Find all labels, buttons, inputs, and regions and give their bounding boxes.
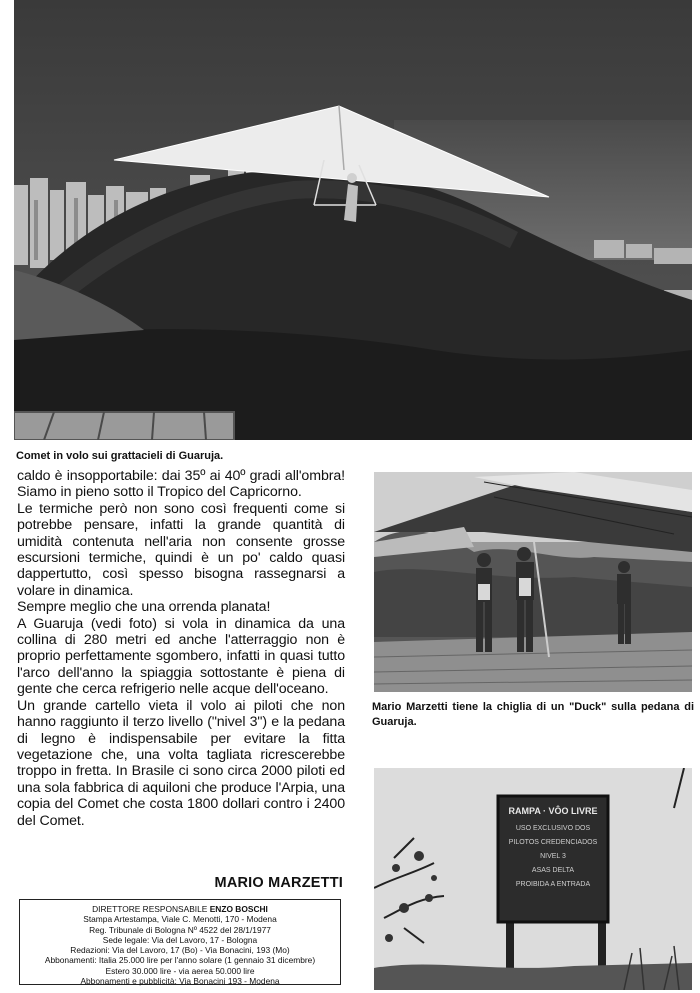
imprint-director-name: ENZO BOSCHI [209, 904, 268, 914]
warning-sign-photo [374, 768, 692, 990]
imprint-box [19, 899, 341, 985]
imprint-line: Abbonamenti: Italia 25.000 lire per l'anno solare (1 gennaio 31 dicembre) [44, 955, 316, 966]
imprint-line: Abbonamenti e pubblicità: Via Bonacini 193 - Modena [80, 976, 280, 987]
article-body [17, 468, 345, 829]
imprint-line: Stampa Artestampa, Viale C. Menotti, 170 - Modena [83, 914, 277, 925]
imprint-director-label: DIRETTORE RESPONSABILE [92, 904, 208, 914]
main-photo [14, 0, 692, 440]
sign-line: PILOTOS CREDENCIADOS [508, 839, 598, 846]
sign-line: PROIBIDA A ENTRADA [515, 881, 591, 888]
article-paragraph: Le termiche però non sono così frequenti come si potrebbe pensare, infatti la grande quantità di umidità contenuta nell'aria non consente grosse escursioni termiche, quindi è un po' caldo quasi dappertutto, così spesso bisogna rassegnarsi a volare in dinamica. [17, 500, 345, 599]
sign-title: RAMPA · VÔO LIVRE [508, 806, 598, 816]
platform-photo-caption: Mario Marzetti tiene la chiglia di un "Duck" sulla pedana di Guaruja. [372, 701, 694, 728]
sign-line: USO EXCLUSIVO DOS [515, 825, 591, 832]
platform-photo [374, 472, 692, 692]
imprint-line: Sede legale: Via del Lavoro, 17 - Bologna [102, 934, 258, 945]
imprint-line: Estero 30.000 lire - via aerea 50.000 lire [105, 965, 255, 976]
article-paragraph: A Guaruja (vedi foto) si vola in dinamica da una collina di 280 metri ed anche l'atterraggio non è proprio perfettamente sgombero, infatti in quasi tutto l'arco dell'anno la spiaggia sottostante è piena di gente che cerca refrigerio nelle acque dell'oceano. [17, 615, 345, 698]
article-paragraph: caldo è insopportabile: dai 35º ai 40º gradi all'ombra! Siamo in pieno sotto il Tropico del Capricorno. [17, 468, 345, 501]
sign-line: NIVEL 3 [540, 853, 566, 860]
sign-photo [374, 768, 692, 990]
article-paragraph: Sempre meglio che una orrenda planata! [17, 599, 271, 616]
hang-glider-hill-photo [14, 0, 692, 440]
main-photo-caption: Comet in volo sui grattacieli di Guaruja. [16, 450, 224, 462]
article-author: MARIO MARZETTI [214, 875, 343, 891]
imprint-line: Redazioni: Via del Lavoro, 17 (Bo) - Via Bonacini, 193 (Mo) [70, 945, 290, 956]
imprint-director [20, 904, 340, 914]
article-paragraph: Un grande cartello vieta il volo ai piloti che non hanno raggiunto il terzo livello ("nivel 3") e la pedana di legno è indispensabile per evitare la fitta vegetazione che, una volta tagliata ricrescerebbe troppo in fretta. In Brasile ci sono circa 2000 piloti ed una sola fabbrica di aquiloni che produce l'Arpia, una copia del Comet che costa 1800 dollari contro i 2400 del Comet. [17, 697, 345, 829]
sign-line: ASAS DELTA [531, 867, 575, 874]
pilots-platform-photo [374, 472, 692, 692]
imprint-line: Reg. Tribunale di Bologna Nº 4522 del 28/1/1977 [89, 924, 271, 935]
